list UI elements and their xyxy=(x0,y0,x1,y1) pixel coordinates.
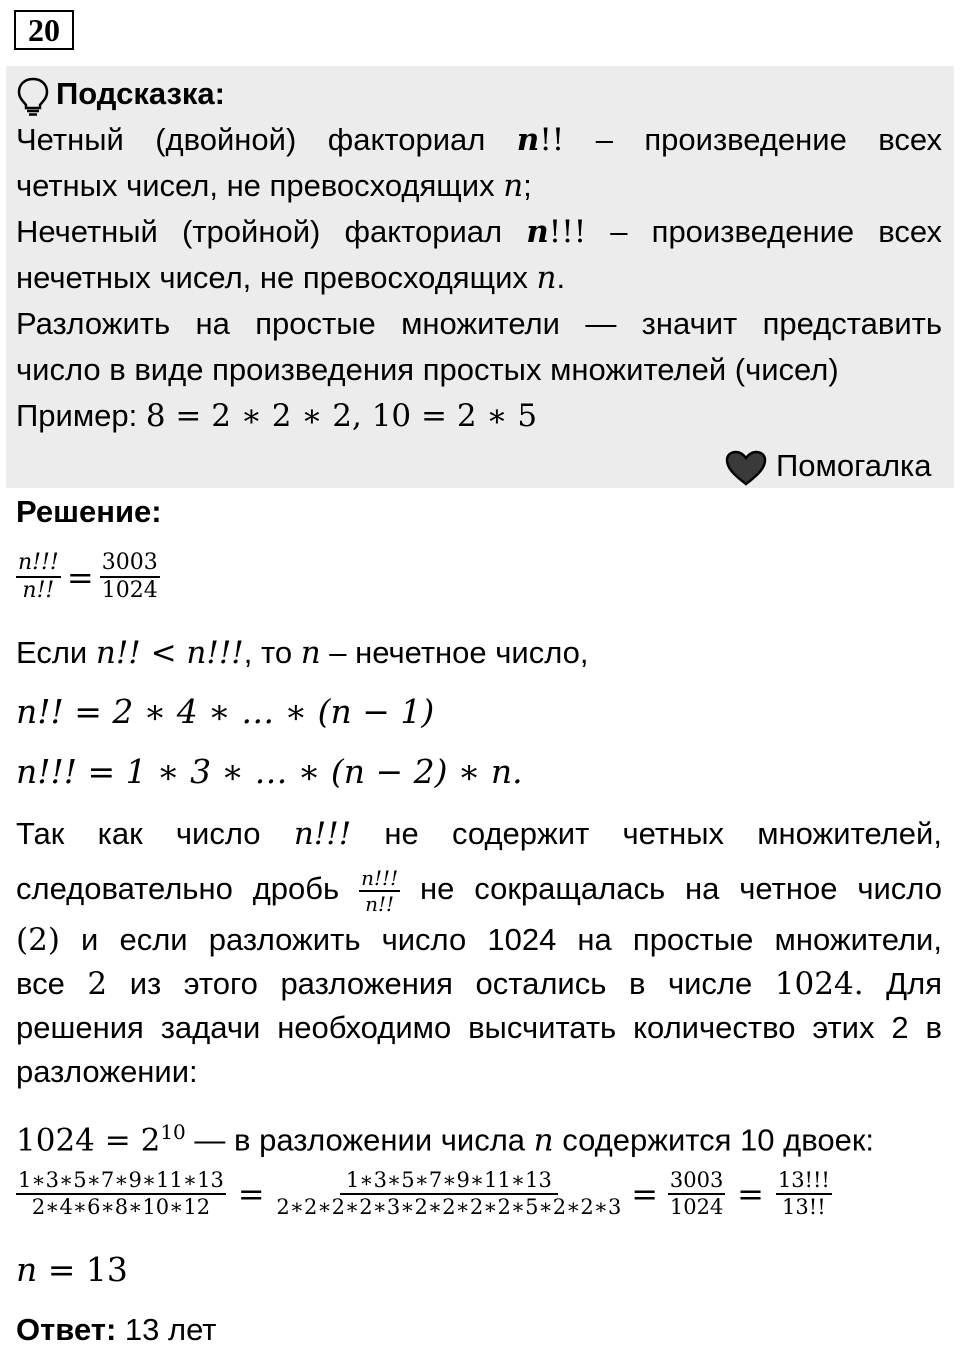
hint-line-7: Пример: 8 = 2 ∗ 2 ∗ 2, 10 = 2 ∗ 5 xyxy=(16,398,538,434)
hint-line-6: число в виде произведения простых множителей (чисел) xyxy=(16,352,839,387)
heart-icon xyxy=(724,449,768,487)
hint-title-row xyxy=(16,74,225,116)
if-line: Если n!! < n!!!, то n – нечетное число, xyxy=(16,635,589,671)
power-line: $1024 = 2^{10}$ — в разложении числа n содержится 10 двоек: xyxy=(16,1120,874,1159)
answer-value: 13 лет xyxy=(116,1312,217,1347)
para-line-3: (2) и если разложить число 1024 на простые множители, xyxy=(16,922,942,958)
hint-line-1: Четный (двойной) факториал n!! – произведение всех xyxy=(16,122,942,158)
solution-title: Решение: xyxy=(16,494,162,529)
formula-1: $\frac{n!!!}{n!!}$ = $\frac{3003}{1024}$ xyxy=(18,550,158,604)
para-line-6: разложении: xyxy=(16,1054,198,1089)
para-line-2: следовательно дробь $\frac{n!!!}{n!!}$ не сокращалась на четное число xyxy=(16,866,942,916)
result-line: n = 13 xyxy=(16,1250,128,1289)
para-line-1: Так как число n!!! не содержит четных множителей, xyxy=(16,816,942,852)
equation-1: n!! = 2 ∗ 4 ∗ … ∗ (n − 1) xyxy=(16,692,435,731)
hint-line-3: Нечетный (тройной) факториал n!!! – произведение всех xyxy=(16,214,942,250)
hint-line-4: нечетных чисел, не превосходящих n. xyxy=(16,260,566,296)
brand xyxy=(724,446,932,487)
brand-label: Помогалка xyxy=(776,448,932,483)
para-line-4: все 2 из этого разложения остались в числе 1024. Для xyxy=(16,966,942,1002)
answer-label: Ответ: xyxy=(16,1312,117,1347)
task-number: 20 xyxy=(14,10,74,50)
answer-line xyxy=(16,1310,217,1350)
hint-title: Подсказка: xyxy=(56,76,225,111)
para-line-5: решения задачи необходимо высчитать количество этих 2 в xyxy=(16,1010,942,1045)
hint-line-5: Разложить на простые множители — значит представить xyxy=(16,306,942,341)
equation-2: n!!! = 1 ∗ 3 ∗ … ∗ (n − 2) ∗ n. xyxy=(16,752,523,791)
lightbulb-icon xyxy=(16,76,50,116)
big-fraction-line: $\frac{1∗3∗5∗7∗9∗11∗13}{2∗4∗6∗8∗10∗12}$ = $\frac{1∗3∗5∗7∗9∗11∗13}{2∗2∗2∗2∗3∗2∗2∗2∗2∗5∗2∗2∗3}$ = $\frac{3003}{1024}$ = $\frac{13!!!}{13!!}$ xyxy=(18,1168,830,1220)
hint-line-2: четных чисел, не превосходящих n; xyxy=(16,168,532,204)
